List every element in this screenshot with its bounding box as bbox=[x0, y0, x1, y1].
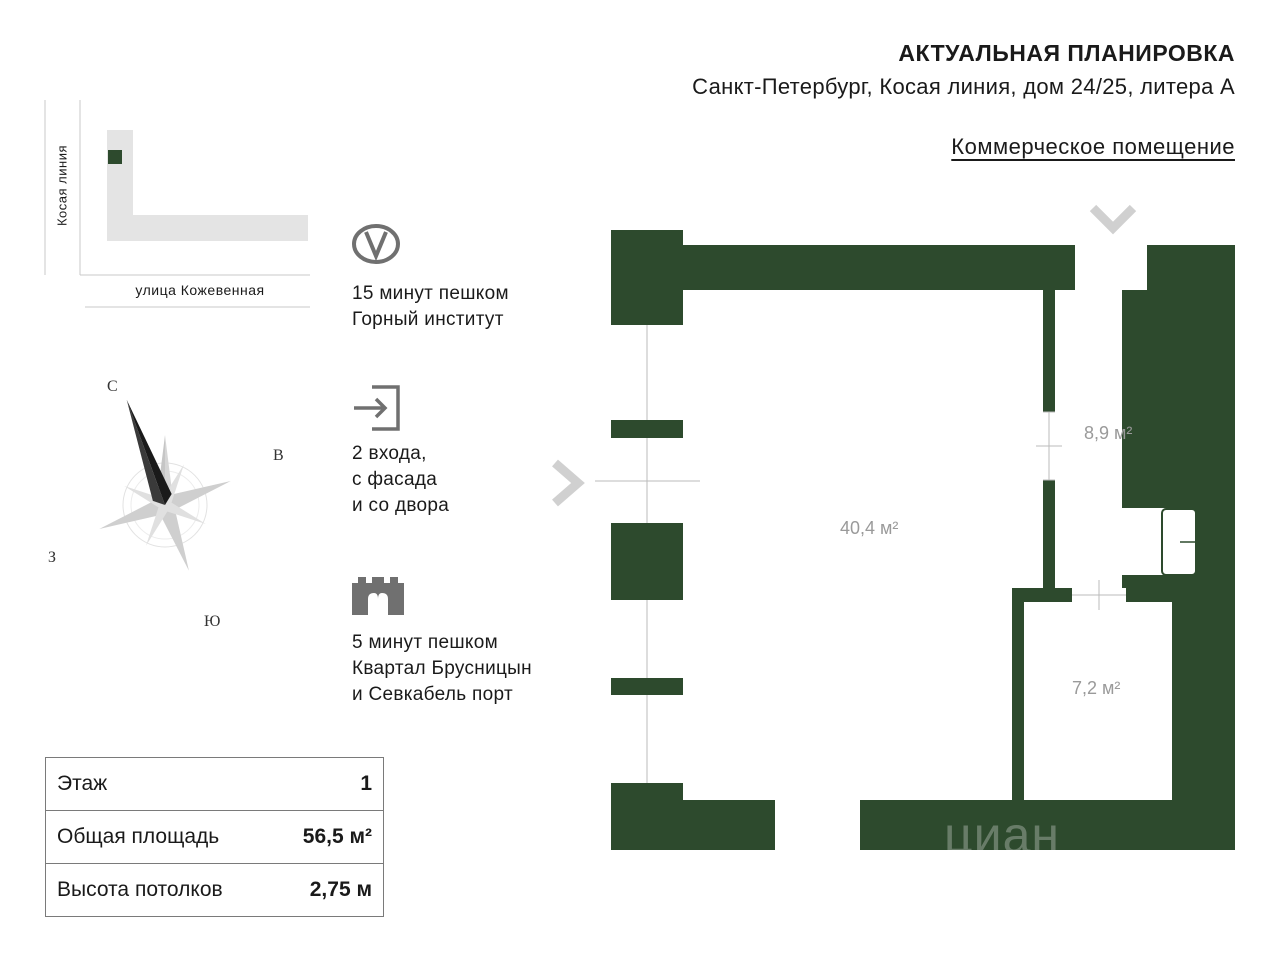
entrance-yard: и со двора bbox=[352, 495, 450, 516]
total-area-value: 56,5 м² bbox=[273, 811, 384, 864]
metro-info bbox=[352, 281, 509, 333]
ceiling-height-label: Высота потолков bbox=[57, 878, 223, 901]
metro-walk-time: 15 минут пешком bbox=[352, 283, 509, 304]
page-title: АКТУАЛЬНАЯ ПЛАНИРОВКА bbox=[898, 40, 1235, 66]
entrance-icon bbox=[352, 385, 402, 431]
watermark-logo: циан bbox=[944, 807, 1060, 863]
entrance-arrow-yard bbox=[1093, 208, 1133, 228]
walls bbox=[611, 230, 1235, 850]
property-type-link[interactable]: Коммерческое помещение bbox=[951, 134, 1235, 159]
params-table bbox=[45, 757, 384, 917]
room-area-lower-right: 7,2 м² bbox=[1072, 678, 1121, 698]
compass-west-label: З bbox=[48, 549, 57, 566]
floor-value: 1 bbox=[273, 758, 384, 811]
total-area-label: Общая площадь bbox=[46, 811, 273, 864]
entrance-arrow-facade bbox=[555, 463, 578, 503]
street-label-horizontal: улица Кожевенная bbox=[135, 282, 265, 298]
floor-label: Этаж bbox=[46, 758, 273, 811]
ceiling-height-value: 2,75 м bbox=[309, 878, 372, 901]
landmark-name-2: и Севкабель порт bbox=[352, 684, 513, 705]
landmark-name: Квартал Брусницын bbox=[352, 658, 532, 679]
room-area-upper-right: 8,9 м² bbox=[1084, 423, 1133, 443]
compass-south-label: Ю bbox=[204, 613, 221, 630]
metro-icon bbox=[352, 224, 402, 266]
compass-north-label: С bbox=[107, 378, 118, 395]
entrance-info bbox=[352, 441, 449, 519]
building-shape bbox=[107, 130, 308, 241]
entrance-count: 2 входа, bbox=[352, 443, 427, 464]
landmark-info bbox=[352, 630, 532, 708]
compass-east-label: В bbox=[273, 447, 284, 464]
landmark-icon bbox=[352, 575, 404, 615]
address: Санкт-Петербург, Косая линия, дом 24/25, литера А bbox=[692, 74, 1235, 99]
landmark-walk-time: 5 минут пешком bbox=[352, 632, 498, 653]
table-row bbox=[46, 758, 384, 811]
entrance-facade: с фасада bbox=[352, 469, 438, 490]
street-label-vertical: Косая линия bbox=[54, 145, 70, 227]
metro-station: Горный институт bbox=[352, 309, 504, 330]
room-area-main: 40,4 м² bbox=[840, 518, 899, 538]
table-row bbox=[46, 811, 384, 864]
table-row bbox=[46, 864, 384, 917]
compass-rose bbox=[40, 375, 300, 645]
location-marker bbox=[108, 150, 122, 164]
